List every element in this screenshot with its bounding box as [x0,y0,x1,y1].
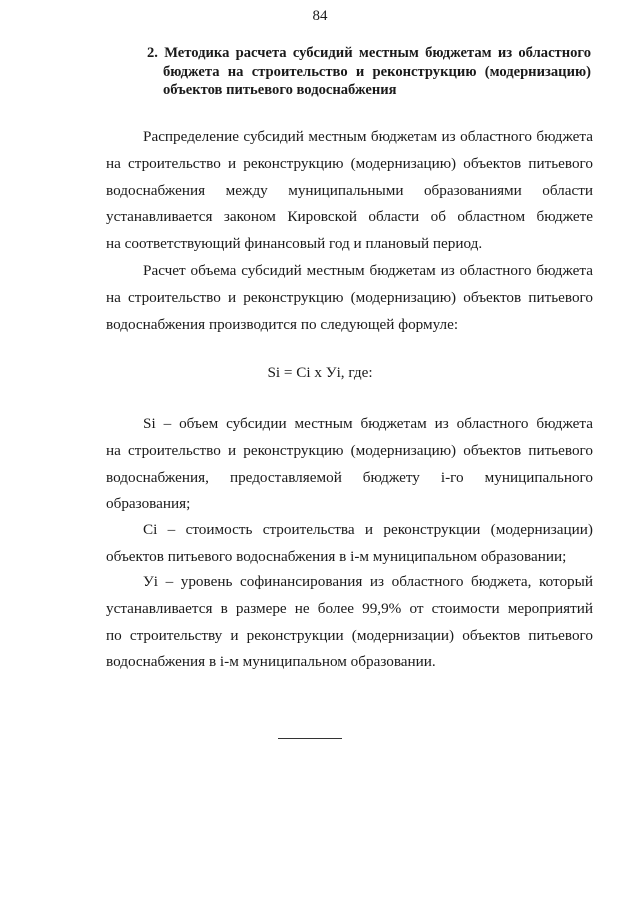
text-line: водоснабжения производится по следующей формуле: [106,315,459,333]
definition-ci [106,517,593,571]
text-line: Расчет объема субсидий местным бюджетам из областного бюджета [143,262,593,279]
text-line: Ci – стоимость строительства и реконструкции (модернизации) [143,521,593,538]
text-line: устанавливается в размере не более 99,9% от стоимости мероприятий [106,599,593,617]
heading-line: бюджета на строительство и реконструкцию (модернизацию) [163,63,591,80]
text-line: Уi – уровень софинансирования из областного бюджета, который [143,573,593,590]
text-line: на строительство и реконструкцию (модернизацию) объектов питьевого [106,441,593,459]
paragraph-calculation [106,258,593,338]
text-line: Si – объем субсидии местным бюджетам из областного бюджета [143,415,593,432]
text-line: на строительство и реконструкцию (модернизацию) объектов питьевого [106,288,593,306]
section-heading [147,44,591,100]
text-line: образования; [106,495,191,513]
definition-yi [106,569,593,676]
text-line: водоснабжения в i-м муниципальном образовании. [106,653,436,671]
text-line: водоснабжения между муниципальными образованиями области [106,181,593,199]
text-line: по строительству и реконструкции (модернизации) объектов питьевого [106,626,593,644]
text-line: на соответствующий финансовый год и плановый период. [106,235,483,253]
text-line: объектов питьевого водоснабжения в i-м муниципальном образовании; [106,547,567,565]
text-line: водоснабжения, предоставляемой бюджету i-го муниципального [106,468,593,486]
text-line: Распределение субсидий местным бюджетам из областного бюджета [143,128,593,145]
heading-line: объектов питьевого водоснабжения [163,82,397,98]
page-number: 84 [312,8,328,24]
end-divider [278,738,342,739]
paragraph-distribution [106,124,593,258]
heading-line: 2. Методика расчета субсидий местным бюджетам из областного [147,45,591,61]
text-line: на строительство и реконструкцию (модернизацию) объектов питьевого [106,154,593,172]
text-line: устанавливается законом Кировской области об областном бюджете [106,208,593,226]
definition-si [106,411,593,518]
formula: Si = Ci x Уi, где: [267,364,373,381]
